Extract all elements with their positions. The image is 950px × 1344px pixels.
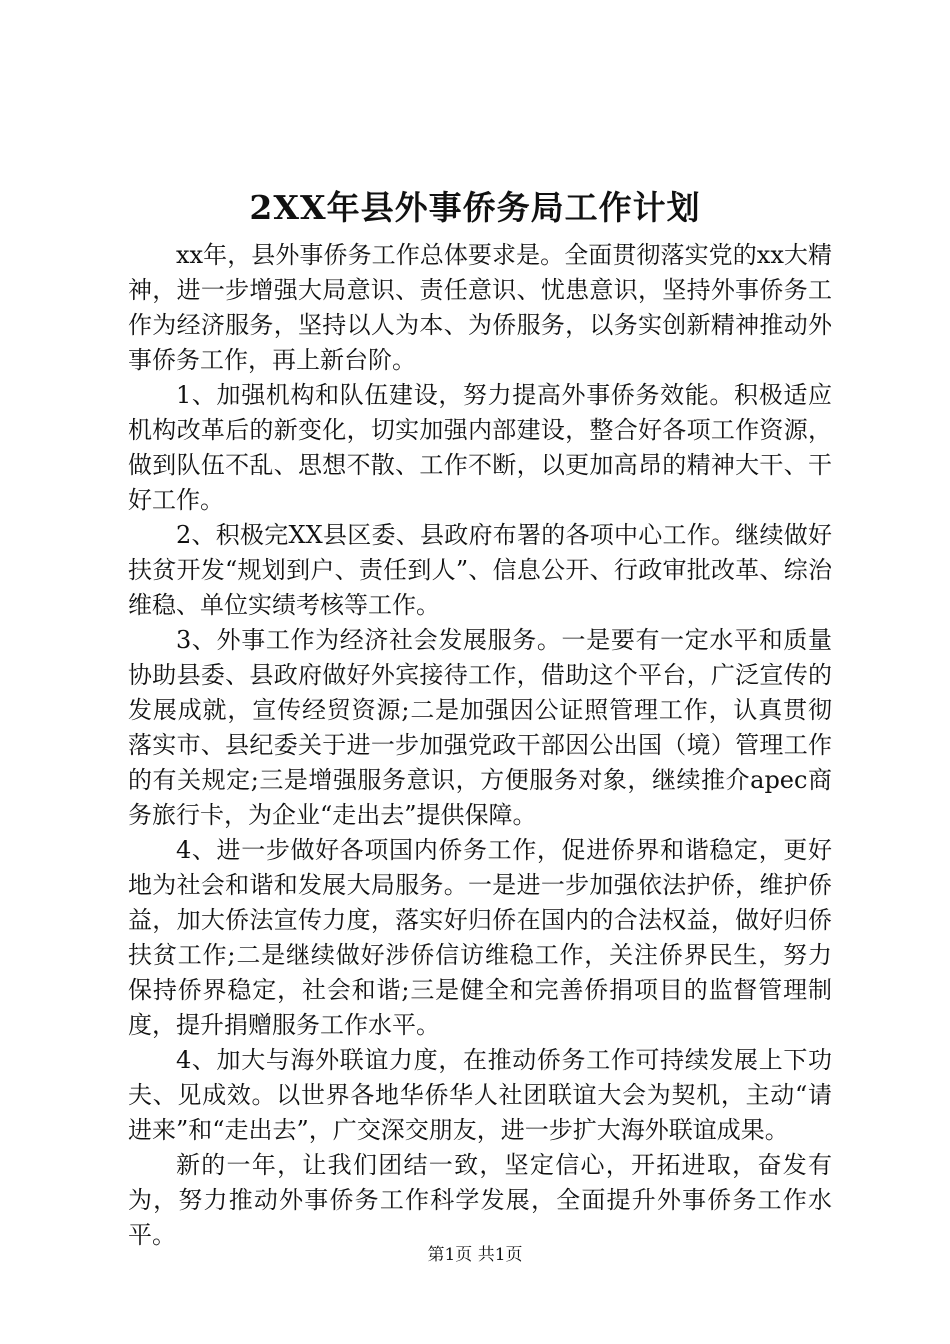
paragraph-item-1: 1、加强机构和队伍建设，努力提高外事侨务效能。积极适应机构改革后的新变化，切实加强内部建设，整合好各项工作资源，做到队伍不乱、思想不散、工作不断，以更加高昂的精神大干、干好工作。 (128, 381, 832, 514)
document-body (128, 238, 832, 1253)
paragraph-closing: 新的一年，让我们团结一致，坚定信心，开拓进取，奋发有为，努力推动外事侨务工作科学发展，全面提升外事侨务工作水平。 (128, 1151, 832, 1249)
paragraph-intro: xx年，县外事侨务工作总体要求是。全面贯彻落实党的xx大精神，进一步增强大局意识、责任意识、忧患意识，坚持外事侨务工作为经济服务，坚持以人为本、为侨服务，以务实创新精神推动外事侨务工作，再上新台阶。 (128, 241, 832, 374)
paragraph-item-2: 2、积极完XX县区委、县政府布署的各项中心工作。继续做好扶贫开发“规划到户、责任到人”、信息公开、行政审批改革、综治维稳、单位实绩考核等工作。 (128, 521, 832, 619)
paragraph-item-5: 4、加大与海外联谊力度，在推动侨务工作可持续发展上下功夫、见成效。以世界各地华侨华人社团联谊大会为契机，主动“请进来”和“走出去”，广交深交朋友，进一步扩大海外联谊成果。 (128, 1046, 832, 1144)
document-title: 2XX年县外事侨务局工作计划 (249, 188, 701, 227)
page-number-footer: 第1页 共1页 (427, 1245, 523, 1265)
paragraph-item-3: 3、外事工作为经济社会发展服务。一是要有一定水平和质量协助县委、县政府做好外宾接待工作，借助这个平台，广泛宣传的发展成就，宣传经贸资源;二是加强因公证照管理工作，认真贯彻落实市、县纪委关于进一步加强党政干部因公出国（境）管理工作的有关规定;三是增强服务意识，方便服务对象，继续推介apec商务旅行卡，为企业“走出去”提供保障。 (128, 626, 832, 829)
paragraph-item-4: 4、进一步做好各项国内侨务工作，促进侨界和谐稳定，更好地为社会和谐和发展大局服务。一是进一步加强依法护侨，维护侨益，加大侨法宣传力度，落实好归侨在国内的合法权益，做好归侨扶贫工作;二是继续做好涉侨信访维稳工作，关注侨界民生，努力保持侨界稳定，社会和谐;三是健全和完善侨捐项目的监督管理制度，提升捐赠服务工作水平。 (128, 836, 832, 1039)
